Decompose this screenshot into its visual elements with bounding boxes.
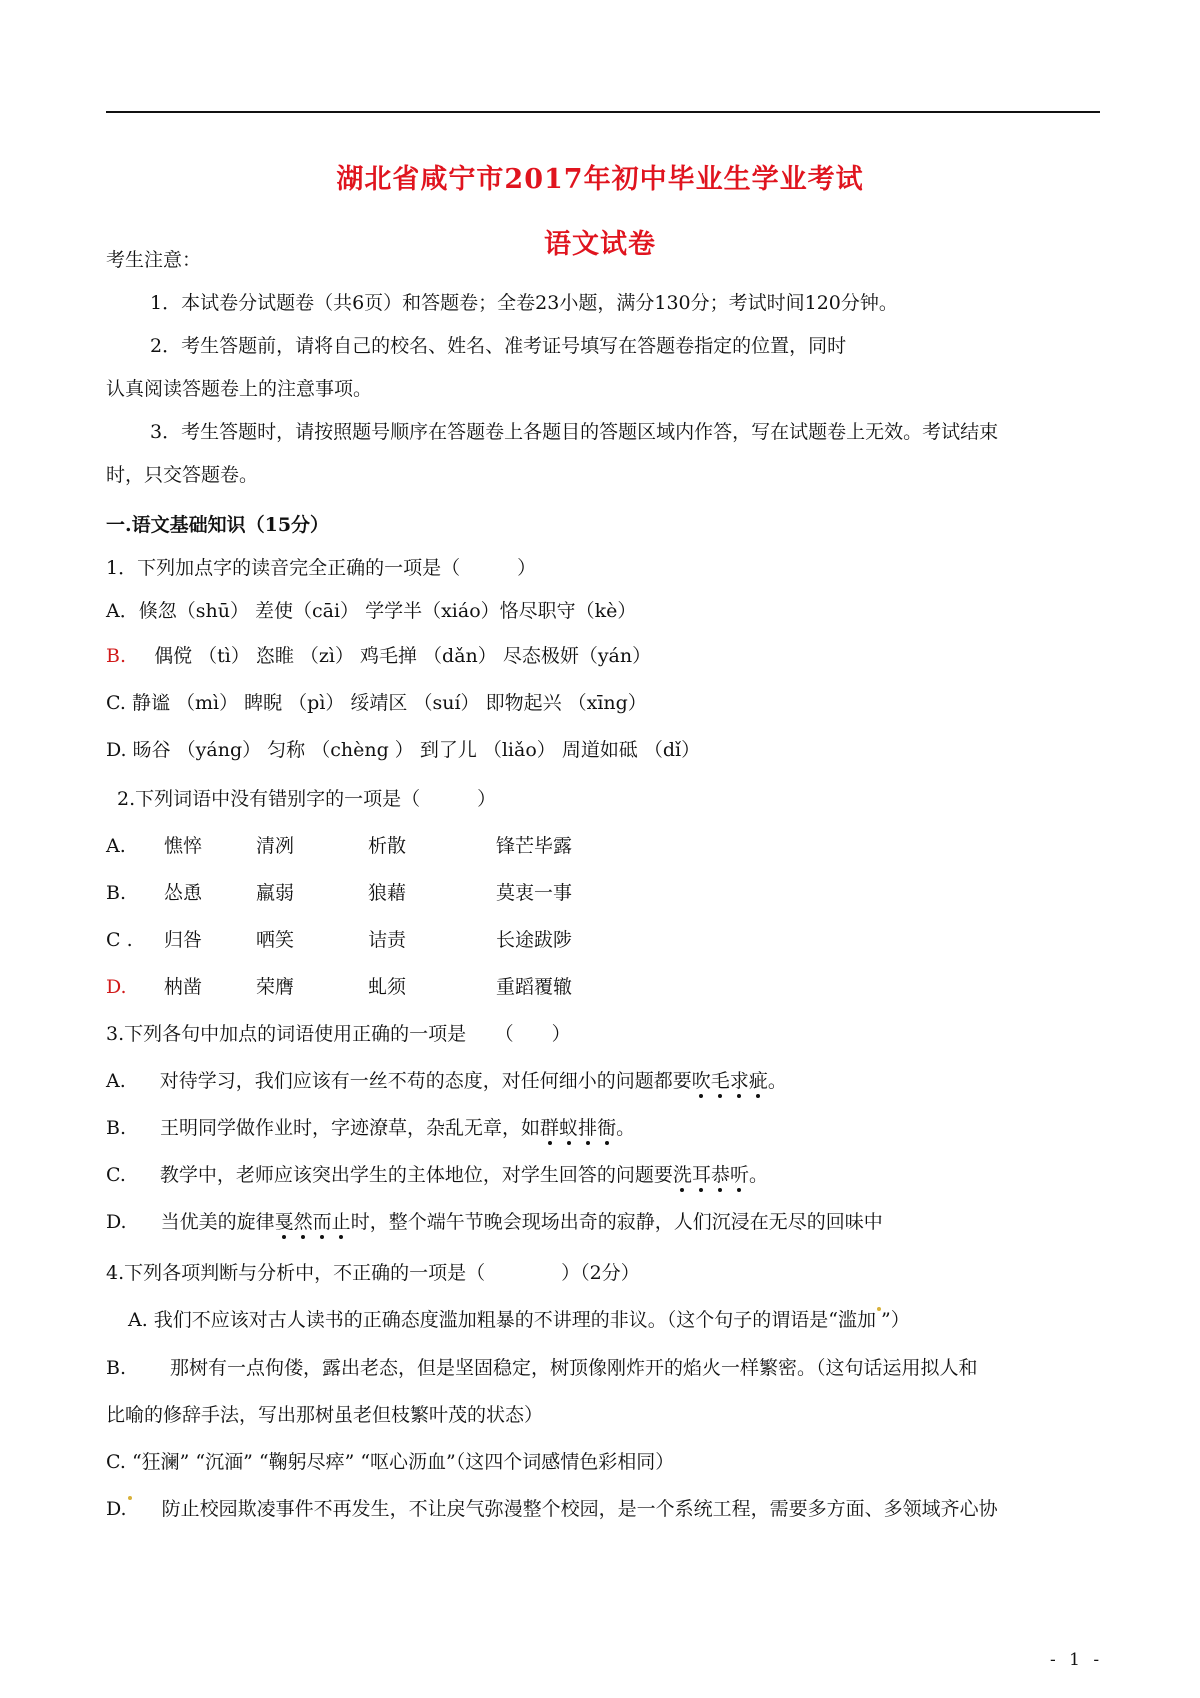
q3-option-d-dotted	[275, 1211, 351, 1233]
section-1-heading: 一.语文基础知识（15分）	[106, 514, 330, 536]
notice-heading: 考生注意：	[106, 249, 202, 271]
notice-item-2a: 2．考生答题前，请将自己的校名、姓名、准考证号填写在答题卷指定的位置，同时	[150, 335, 847, 357]
q4-option-d	[106, 1496, 998, 1522]
q2-word: 怂恿	[164, 882, 203, 904]
page-number: - 1 -	[1050, 1650, 1104, 1670]
emphasis-char: 群	[540, 1117, 560, 1139]
q2-word: 锋芒毕露	[496, 835, 573, 857]
q3-option-b-end: 。	[616, 1117, 636, 1139]
exam-title: 湖北省咸宁市2017年初中毕业生学业考试	[336, 164, 864, 195]
q2-word: 重蹈覆辙	[496, 976, 573, 998]
notice-item-1: 1．本试卷分试题卷（共6页）和答题卷；全卷23小题，满分130分；考试时间120分钟。	[150, 292, 898, 314]
q3-option-label: B.	[106, 1117, 127, 1139]
emphasis-char: 听	[729, 1164, 749, 1186]
q1-option-b-text: 偶傥 （tì） 恣睢 （zì） 鸡毛掸 （dǎn） 尽态极妍（yán）	[154, 645, 652, 667]
q2-word: 析散	[368, 835, 407, 857]
q3-option-a-end: 。	[767, 1070, 787, 1092]
emphasis-char: 排	[578, 1117, 598, 1139]
q3-option-label: D.	[106, 1211, 127, 1233]
q3-option-d-text: 当优美的旋律	[160, 1211, 275, 1233]
q3-option-a-dotted	[692, 1070, 768, 1092]
q1-option-c: C. 静谧 （mì） 睥睨 （pì） 绥靖区 （suí） 即物起兴 （xīng）	[106, 692, 647, 714]
emphasis-char: 蚁	[559, 1117, 579, 1139]
highlight-mark	[128, 1496, 132, 1500]
emphasis-char: 止	[331, 1211, 351, 1233]
header-rule	[106, 111, 1100, 113]
emphasis-char: 求	[729, 1070, 749, 1092]
q2-word: 羸弱	[256, 882, 295, 904]
notice-item-2b: 认真阅读答题卷上的注意事项。	[106, 378, 373, 400]
q3-stem: 3.下列各句中加点的词语使用正确的一项是 （ ）	[106, 1023, 571, 1045]
q2-word: 归咎	[164, 929, 203, 951]
q3-option-c	[106, 1162, 768, 1188]
q3-option-c-text: 教学中，老师应该突出学生的主体地位，对学生回答的问题要	[159, 1164, 673, 1186]
q3-option-b-dotted	[540, 1117, 616, 1139]
q2-word: 哂笑	[256, 929, 295, 951]
notice-item-3b: 时，只交答题卷。	[106, 464, 259, 486]
q2-word: 清冽	[256, 835, 295, 857]
q2-word: 狼藉	[368, 882, 407, 904]
emphasis-char: 然	[293, 1211, 313, 1233]
q3-option-d	[106, 1209, 883, 1235]
q2-word: 荣膺	[256, 976, 295, 998]
q3-option-c-end: 。	[748, 1164, 768, 1186]
emphasis-char: 衙	[597, 1117, 617, 1139]
q4-option-d-text: 防止校园欺凌事件不再发生，不让戾气弥漫整个校园，是一个系统工程，需要多方面、多领域齐心协	[161, 1498, 998, 1520]
q1-option-b	[106, 643, 651, 669]
q3-option-a	[106, 1068, 787, 1094]
emphasis-char: 毛	[710, 1070, 730, 1092]
emphasis-char: 疵	[748, 1070, 768, 1092]
q4-option-label: B.	[106, 1357, 127, 1379]
exam-subtitle: 语文试卷	[544, 229, 656, 260]
q1-option-b-label: B.	[106, 645, 127, 667]
q2-option-label: C .	[106, 929, 133, 951]
q4-option-b	[106, 1355, 978, 1381]
emphasis-char: 洗	[672, 1164, 692, 1186]
q2-word: 长途跋陟	[496, 929, 573, 951]
q1-stem: 1．下列加点字的读音完全正确的一项是（ ）	[106, 557, 537, 579]
q3-option-c-dotted	[673, 1164, 749, 1186]
q2-word: 诘责	[368, 929, 407, 951]
q4-option-label: D.	[106, 1498, 127, 1520]
q2-word: 莫衷一事	[496, 882, 573, 904]
emphasis-char: 而	[312, 1211, 332, 1233]
emphasis-char: 恭	[710, 1164, 730, 1186]
emphasis-char: 戛	[274, 1211, 294, 1233]
q2-word: 枘凿	[164, 976, 203, 998]
notice-item-3a: 3．考生答题时，请按照题号顺序在答题卷上各题目的答题区域内作答，写在试题卷上无效。考试结束	[150, 421, 999, 443]
q4-option-b-cont: 比喻的修辞手法，写出那树虽老但枝繁叶茂的状态）	[106, 1404, 544, 1426]
q2-word: 憔悴	[164, 835, 203, 857]
q1-option-a: A．倏忽（shū） 差使（cāi） 学学半（xiáo）恪尽职守（kè）	[106, 600, 637, 622]
q3-option-d-end: 时，整个端午节晚会现场出奇的寂静，人们沉浸在无尽的回味中	[350, 1211, 883, 1233]
q4-option-a-end: ”）	[881, 1309, 910, 1331]
q3-option-b-text: 王明同学做作业时，字迹潦草，杂乱无章，如	[160, 1117, 541, 1139]
q3-option-label: C.	[106, 1164, 126, 1186]
q3-option-a-text: 对待学习，我们应该有一丝不苟的态度，对任何细小的问题都要	[159, 1070, 692, 1092]
q4-option-b-text: 那树有一点佝偻，露出老态，但是坚固稳定，树顶像刚炸开的焰火一样繁密。（这句话运用拟人和	[170, 1357, 978, 1379]
q4-option-c: C. “狂澜” “沉湎” “鞠躬尽瘁” “呕心沥血”（这四个词感情色彩相同）	[106, 1451, 675, 1473]
emphasis-char: 耳	[691, 1164, 711, 1186]
q2-option-label: A.	[106, 835, 126, 857]
q2-option-label: D.	[106, 976, 127, 998]
q2-option-label: B.	[106, 882, 127, 904]
emphasis-char: 吹	[691, 1070, 711, 1092]
q4-option-a-text: A. 我们不应该对古人读书的正确态度滥加粗暴的不讲理的非议。（这个句子的谓语是“滥加	[128, 1309, 877, 1331]
q2-stem: 2.下列词语中没有错别字的一项是（ ）	[117, 788, 497, 810]
q4-stem: 4.下列各项判断与分析中，不正确的一项是（ ）（2分）	[106, 1262, 640, 1284]
q3-option-b	[106, 1115, 635, 1141]
q3-option-label: A.	[106, 1070, 126, 1092]
q2-word: 虬须	[368, 976, 407, 998]
q4-option-a	[128, 1307, 910, 1333]
q1-option-d: D. 旸谷 （yáng） 匀称 （chèng ） 到了儿 （liǎo） 周道如砥 （dǐ）	[106, 739, 701, 761]
